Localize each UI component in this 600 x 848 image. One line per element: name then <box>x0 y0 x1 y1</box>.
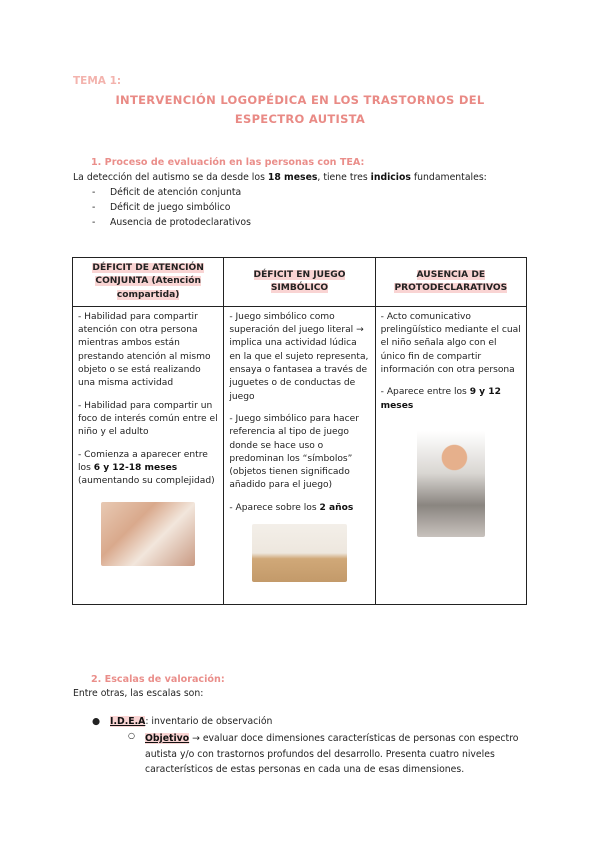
document-title: INTERVENCIÓN LOGOPÉDICA EN LOS TRASTORNOS DEL ESPECTRO AUTISTA <box>115 93 485 126</box>
section1-heading: 1. Proceso de evaluación en las personas con TEA: <box>91 157 365 168</box>
table-header: DÉFICIT EN JUEGO SIMBÓLICO <box>224 258 375 307</box>
list-item: Déficit de juego simbólico <box>110 202 231 213</box>
table-cell: - Habilidad para compartir atención con otra persona mientras ambos están prestando atención al mismo objeto o se está realizando una misma actividad - Habilidad para compartir un foco de interés común entre el niño y el adulto - Comienza a aparecer entre los 6 y 12-18 meses (aumentando su complejidad) <box>73 306 224 604</box>
bullet-icon: ● <box>92 716 101 727</box>
parent-baby-photo <box>101 502 195 566</box>
table-cell: - Acto comunicativo prelingüístico mediante el cual el niño señala algo con el único fin de compartir información con otra persona - Aparece entre los 9 y 12 meses <box>375 306 526 604</box>
topic-label: TEMA 1: <box>73 75 122 87</box>
table-cell: - Juego simbólico como superación del juego literal → implica una actividad lúdica en la que el sujeto representa, ensaya o fantasea a través de juguetes o de conductas de juego - Juego simbólico para hacer referencia al tipo de juego donde se hace uso o predominan los “símbolos” (objetos tienen significado añadido para el juego) - Aparece sobre los 2 años <box>224 306 375 604</box>
circle-bullet-icon: ○ <box>128 731 135 740</box>
section1-intro: La detección del autismo se da desde los 18 meses, tiene tres indicios fundamentales: <box>73 172 487 183</box>
baby-pointing-photo <box>417 431 485 537</box>
list-item: Ausencia de protodeclarativos <box>110 217 251 228</box>
table-header: AUSENCIA DE PROTODECLARATIVOS <box>375 258 526 307</box>
idea-objective: Objetivo → evaluar doce dimensiones características de personas con espectro autista y/o con trastornos profundos del desarrollo. Presenta cuatro niveles característicos de estas personas en cada una de esas dimensiones. <box>145 733 519 775</box>
child-playing-box-photo <box>252 524 347 582</box>
section2-heading: 2. Escalas de valoración: <box>91 674 225 685</box>
indicators-list: - Déficit de atención conjunta - Déficit de juego simbólico - Ausencia de protodeclarativos <box>92 187 251 228</box>
idea-item: I.D.E.A: inventario de observación <box>110 716 273 727</box>
section2-intro: Entre otras, las escalas son: <box>73 688 204 699</box>
list-item: Déficit de atención conjunta <box>110 187 242 198</box>
table-header: DÉFICIT DE ATENCIÓN CONJUNTA (Atención compartida) <box>73 258 224 307</box>
indicators-table <box>72 257 527 605</box>
